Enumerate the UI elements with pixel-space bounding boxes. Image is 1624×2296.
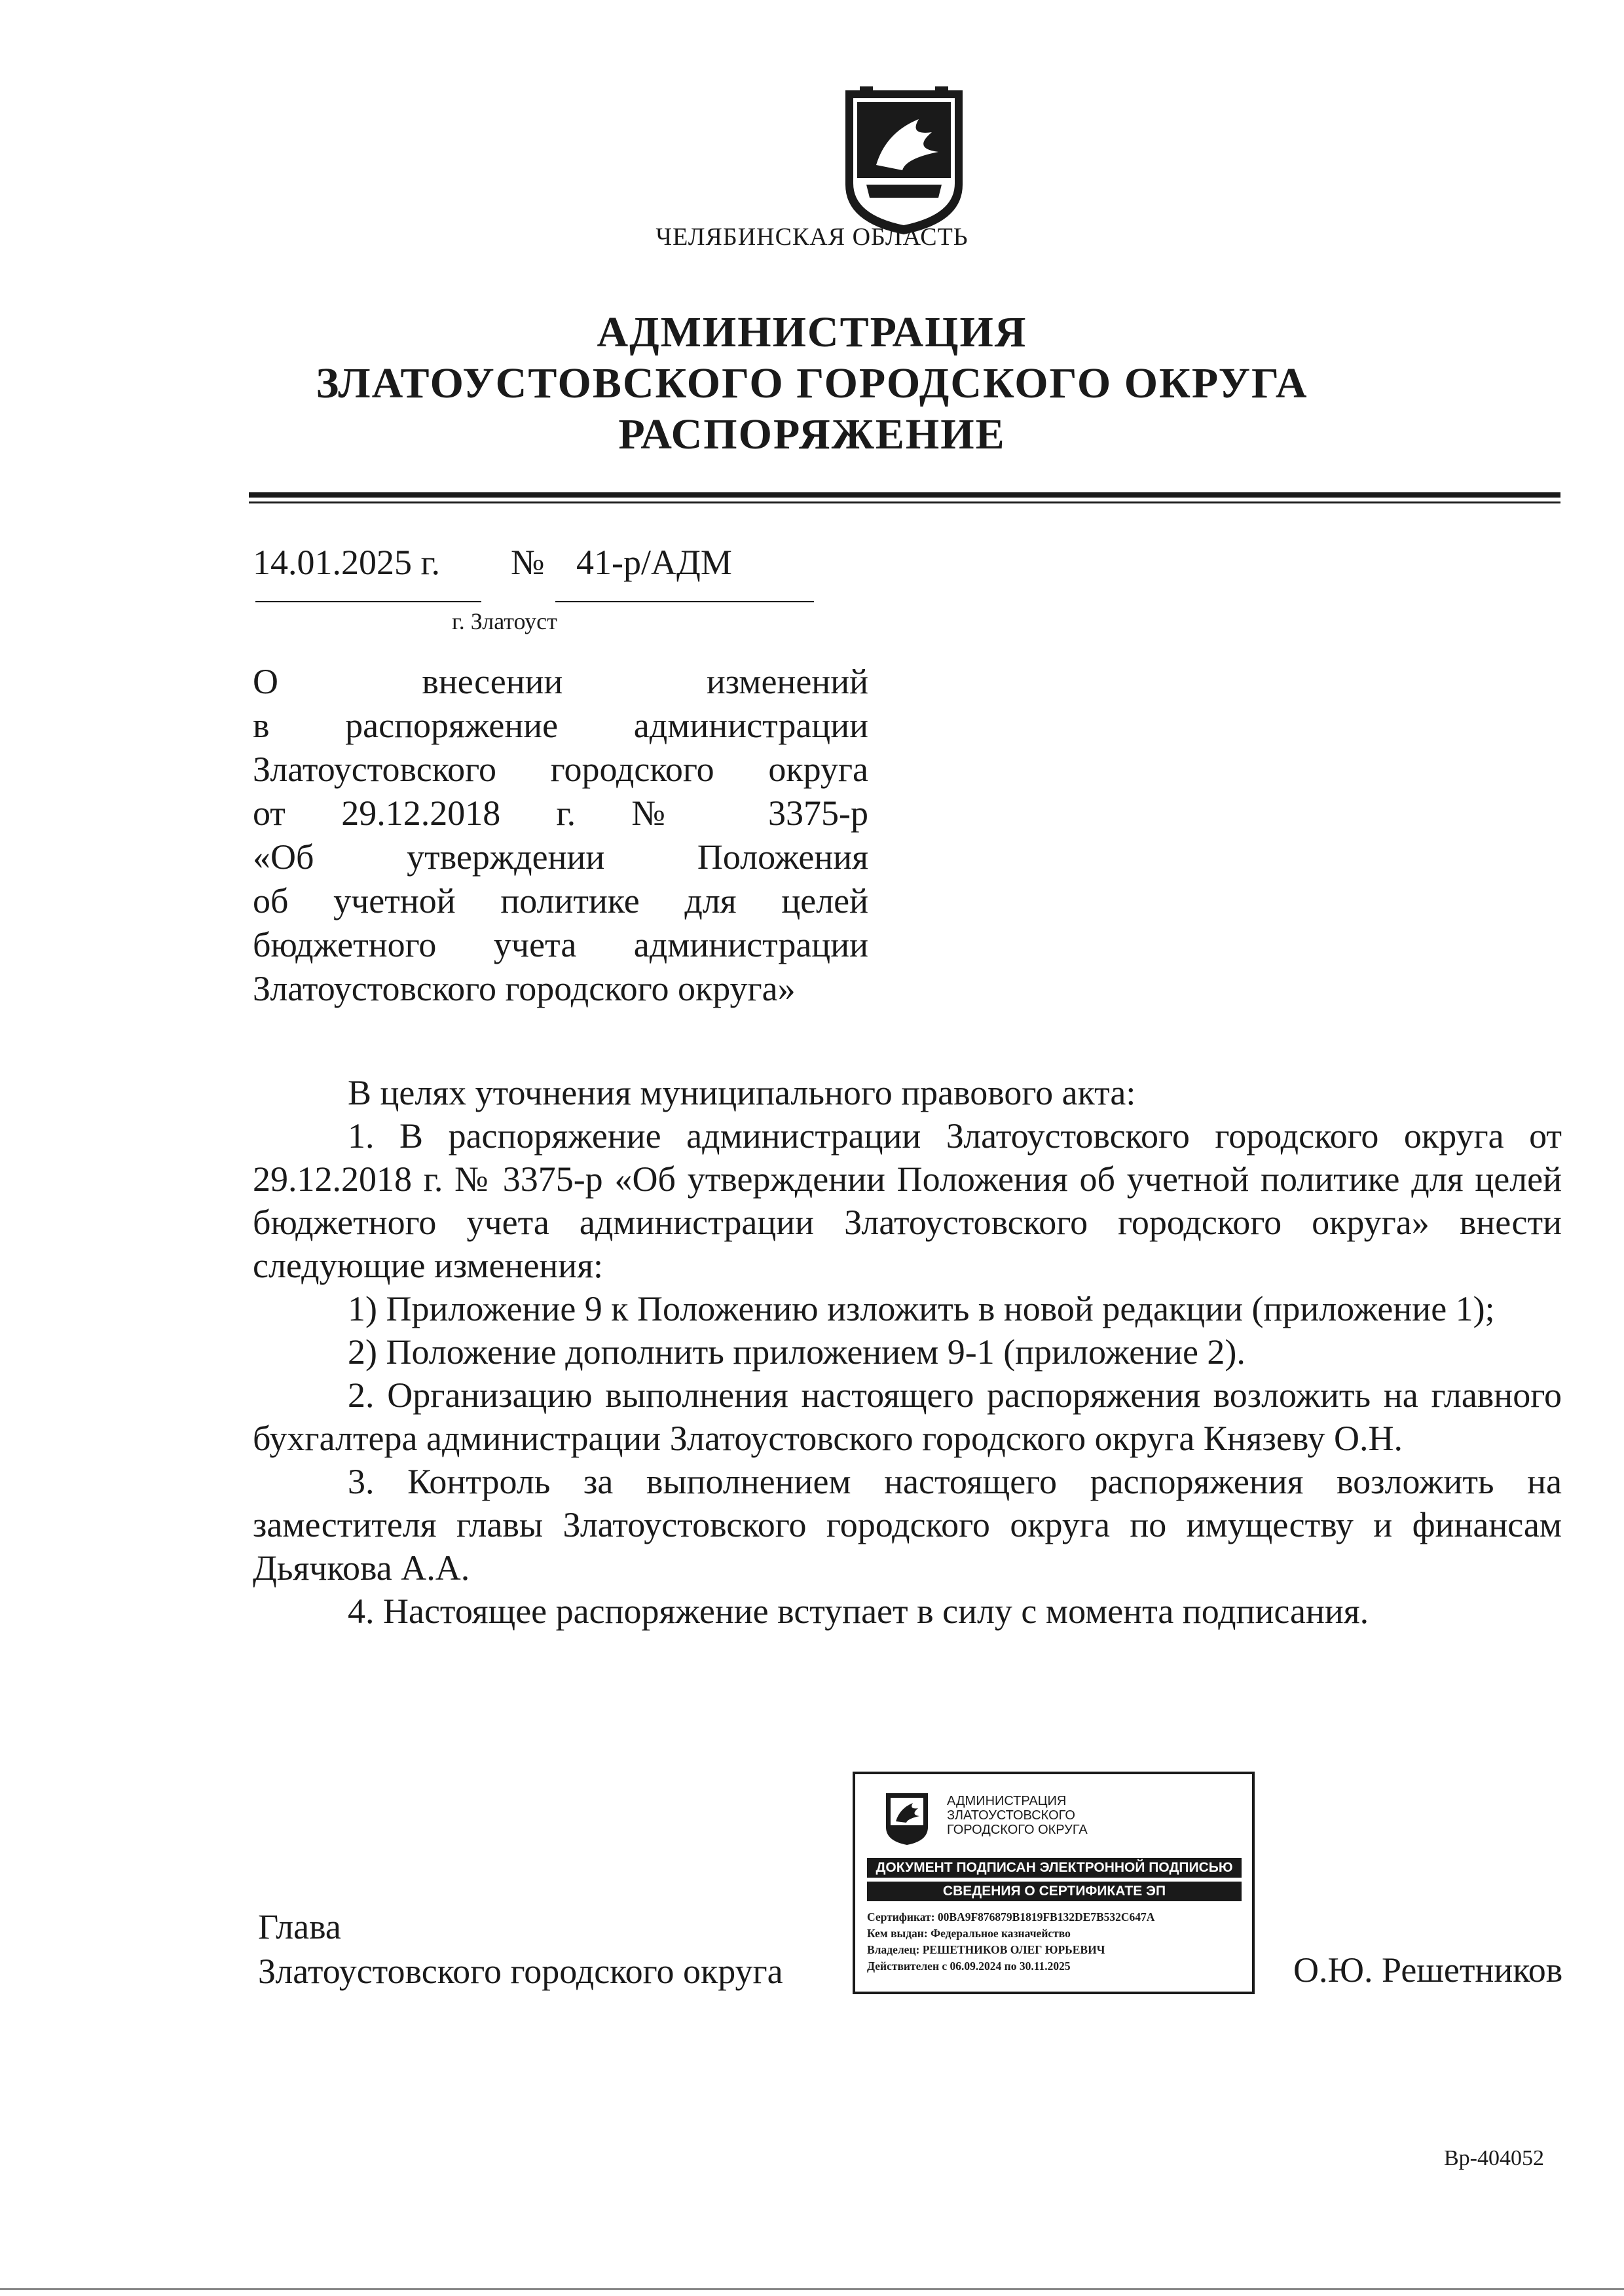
stamp-signed-banner: ДОКУМЕНТ ПОДПИСАН ЭЛЕКТРОННОЙ ПОДПИСЬЮ xyxy=(867,1858,1242,1878)
body-intro: В целях уточнения муниципального правового акта: xyxy=(348,1073,1136,1112)
subject-line: Златоустовского городского округа» xyxy=(253,969,796,1008)
stamp-org-line: АДМИНИСТРАЦИЯ xyxy=(947,1794,1067,1808)
signatory-role: Глава xyxy=(258,1907,341,1946)
org-title-line2: ЗЛАТОУСТОВСКОГО ГОРОДСКОГО ОКРУГА xyxy=(316,359,1308,407)
stamp-crest-icon xyxy=(884,1791,930,1846)
document-number: 41-р/АДМ xyxy=(576,543,732,582)
body-item-2: 2. Организацию выполнения настоящего распоряжения возложить на главного бухгалтера администрации Златоустовского городского округа Князеву О.Н. xyxy=(253,1376,1562,1458)
scan-edge-line xyxy=(0,2288,1624,2290)
region-name: ЧЕЛЯБИНСКАЯ ОБЛАСТЬ xyxy=(655,223,969,251)
subject-line: от 29.12.2018 г. № 3375-р xyxy=(253,793,868,833)
subject-line: бюджетного учета администрации xyxy=(253,925,868,964)
city-coat-of-arms-icon xyxy=(840,86,968,238)
signatory-name: О.Ю. Решетников xyxy=(1293,1950,1563,1990)
registration-code: Вр-404052 xyxy=(1444,2146,1544,2170)
signatory-role-org: Златоустовского городского округа xyxy=(258,1952,783,1991)
subject-line: О внесении изменений xyxy=(253,662,868,701)
body-item-4: 4. Настоящее распоряжение вступает в силу с момента подписания. xyxy=(348,1592,1369,1631)
stamp-org-line: ГОРОДСКОГО ОКРУГА xyxy=(947,1823,1088,1837)
document-body xyxy=(253,1071,1562,1633)
stamp-cert-validity: Действителен с 06.09.2024 по 30.11.2025 xyxy=(867,1959,1071,1973)
body-item-1: 1. В распоряжение администрации Златоустовского городского округа от 29.12.2018 г. № 3375-р «Об утверждении Положения об учетной политике для целей бюджетного учета администрации Златоустовского городского округа» внести следующие изменения: xyxy=(253,1116,1562,1285)
stamp-cert-owner: Владелец: РЕШЕТНИКОВ ОЛЕГ ЮРЬЕВИЧ xyxy=(867,1943,1105,1956)
document-type-title: РАСПОРЯЖЕНИЕ xyxy=(618,410,1006,458)
subject-line: «Об утверждении Положения xyxy=(253,837,868,877)
header-divider-thick xyxy=(249,492,1560,498)
electronic-signature-stamp xyxy=(853,1772,1255,1994)
subject-line: об учетной политике для целей xyxy=(253,881,868,920)
stamp-org-name xyxy=(947,1794,1088,1837)
body-subitem-2: 2) Положение дополнить приложением 9-1 (приложение 2). xyxy=(348,1332,1246,1372)
org-title-line1: АДМИНИСТРАЦИЯ xyxy=(597,308,1027,356)
document-date: 14.01.2025 г. xyxy=(253,543,441,582)
stamp-cert-number: Сертификат: 00BA9F876879B1819FB132DE7B532C647A xyxy=(867,1910,1155,1923)
stamp-cert-details xyxy=(867,1909,1247,1975)
stamp-org-line: ЗЛАТОУСТОВСКОГО xyxy=(947,1808,1075,1823)
number-sign: № xyxy=(511,543,545,582)
number-underline xyxy=(555,601,814,602)
body-item-3: 3. Контроль за выполнением настоящего распоряжения возложить на заместителя главы Златоустовского городского округа по имуществу и финансам Дьячкова А.А. xyxy=(253,1462,1562,1588)
stamp-cert-banner: СВЕДЕНИЯ О СЕРТИФИКАТЕ ЭП xyxy=(867,1882,1242,1901)
document-subject xyxy=(253,660,868,1011)
header-divider-thin xyxy=(249,501,1560,503)
subject-line: в распоряжение администрации xyxy=(253,706,868,745)
subject-line: Златоустовского городского округа xyxy=(253,750,868,789)
stamp-cert-issuer: Кем выдан: Федеральное казначейство xyxy=(867,1927,1071,1940)
date-underline xyxy=(255,601,481,602)
body-subitem-1: 1) Приложение 9 к Положению изложить в новой редакции (приложение 1); xyxy=(348,1289,1495,1328)
document-city: г. Златоуст xyxy=(452,608,557,634)
